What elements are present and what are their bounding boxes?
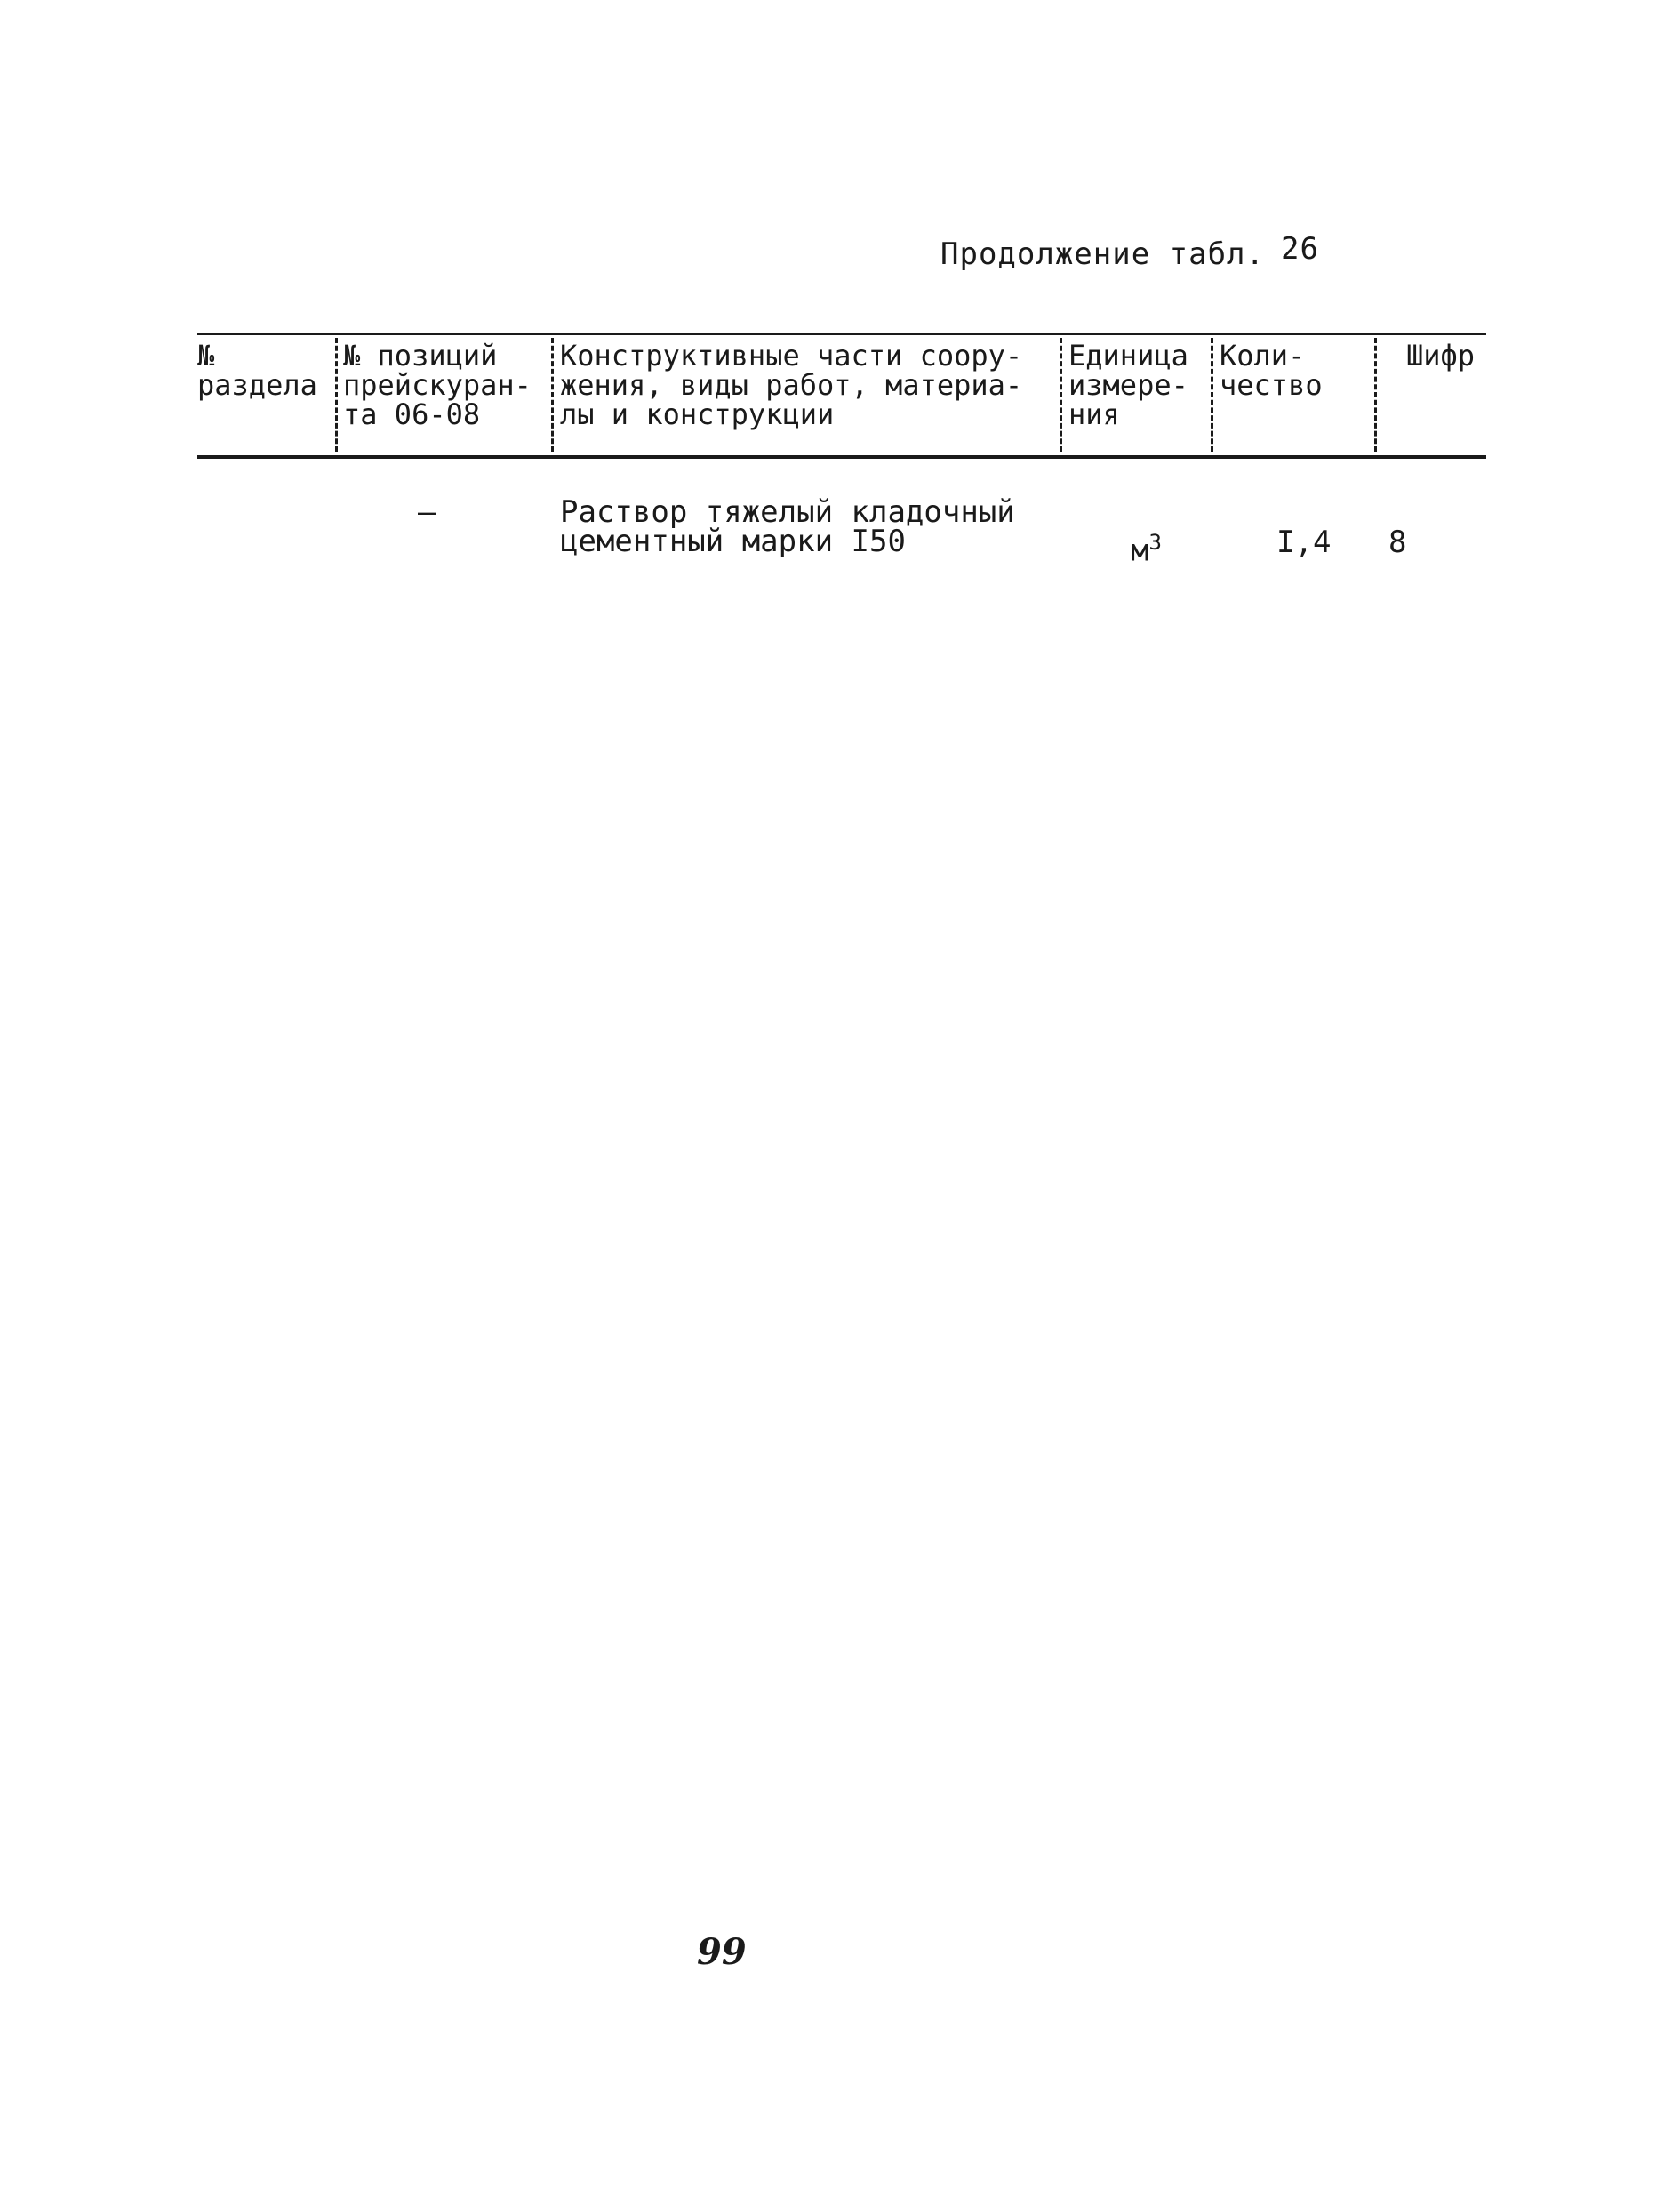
cell-unit xyxy=(1131,528,1162,569)
column-divider xyxy=(1211,338,1213,452)
table-row xyxy=(197,494,1486,578)
column-header-position: № позиций прейскуран- та 06-08 xyxy=(343,339,532,431)
cell-description: Раствор тяжелый кладочный цементный марки I50 xyxy=(560,494,1015,559)
unit-base: м xyxy=(1131,533,1149,569)
column-header-quantity: Коли- чество xyxy=(1220,339,1323,402)
column-divider xyxy=(1060,338,1062,452)
column-header-section: № раздела xyxy=(197,339,317,402)
continuation-label: Продолжение табл. xyxy=(940,236,1265,272)
table-top-rule xyxy=(197,333,1486,335)
cell-quantity: I,4 xyxy=(1276,525,1332,560)
column-divider xyxy=(1374,338,1377,452)
column-header-code: Шифр xyxy=(1406,339,1476,373)
column-header-unit: Единица измере- ния xyxy=(1068,339,1188,431)
column-divider xyxy=(335,338,338,452)
unit-exponent: 3 xyxy=(1148,530,1162,555)
cell-code: 8 xyxy=(1388,525,1407,560)
page-number: 99 xyxy=(697,1931,747,1973)
header-bottom-rule xyxy=(197,455,1486,459)
table-number: 26 xyxy=(1281,231,1319,267)
column-header-description: Конструктивные части соору- жения, виды работ, материа- лы и конструкции xyxy=(560,339,1023,431)
continuation-heading xyxy=(940,231,1319,272)
cell-position: – xyxy=(418,494,436,530)
column-divider xyxy=(551,338,554,452)
